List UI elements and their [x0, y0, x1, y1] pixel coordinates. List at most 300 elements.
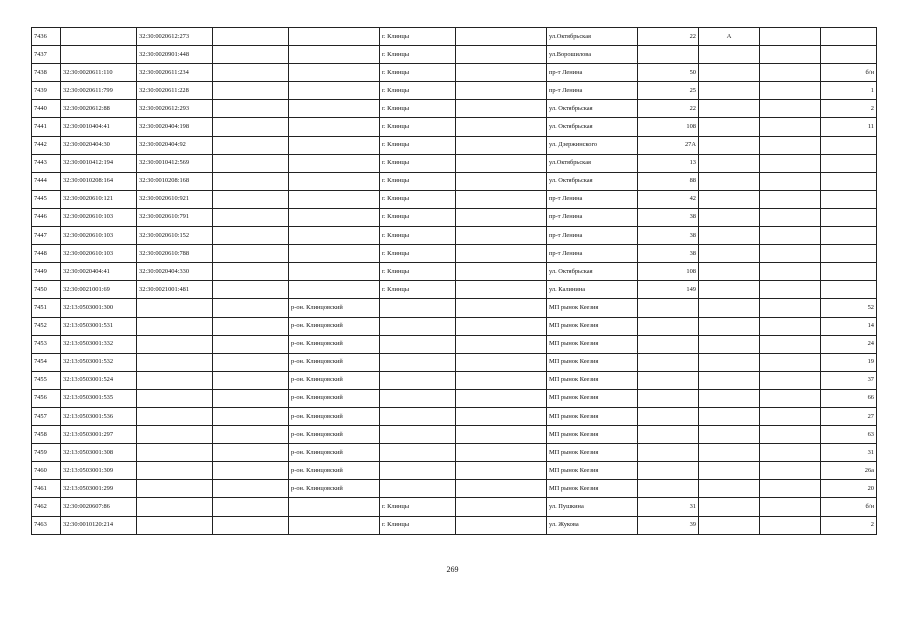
- letter-cell: [699, 480, 760, 498]
- district-cell: р-он. Клинцовский: [289, 299, 380, 317]
- district-cell: [289, 190, 380, 208]
- table-row: [32, 208, 877, 226]
- room-number-cell: [821, 227, 877, 245]
- district-cell: [289, 154, 380, 172]
- row-number-cell: 7440: [32, 100, 61, 118]
- table-cell: [760, 208, 821, 226]
- room-number-cell: 1: [821, 82, 877, 100]
- table-cell: [760, 46, 821, 64]
- letter-cell: [699, 172, 760, 190]
- table-row: [32, 263, 877, 281]
- table-cell: [213, 82, 289, 100]
- district-cell: [289, 82, 380, 100]
- cadastral-number-cell: 32:30:0020611:799: [61, 82, 137, 100]
- street-cell: пр-т Ленина: [547, 245, 638, 263]
- table-cell: [760, 462, 821, 480]
- table-cell: [456, 335, 547, 353]
- street-cell: пр-т Ленина: [547, 208, 638, 226]
- cadastral-number-cell: 32:13:0503001:535: [61, 389, 137, 407]
- house-number-cell: 149: [638, 281, 699, 299]
- cadastral-number-cell: 32:30:0010120:214: [61, 516, 137, 534]
- table-cell: [213, 299, 289, 317]
- street-cell: МП рынок Кеезия: [547, 317, 638, 335]
- table-cell: [213, 263, 289, 281]
- row-number-cell: 7444: [32, 172, 61, 190]
- city-cell: [380, 426, 456, 444]
- table-cell: [456, 498, 547, 516]
- row-number-cell: 7457: [32, 407, 61, 425]
- table-cell: [760, 245, 821, 263]
- row-number-cell: 7447: [32, 227, 61, 245]
- room-number-cell: [821, 208, 877, 226]
- table-cell: [213, 480, 289, 498]
- table-row: [32, 172, 877, 190]
- table-cell: [213, 46, 289, 64]
- letter-cell: [699, 317, 760, 335]
- building-cadastral-cell: [137, 317, 213, 335]
- building-cadastral-cell: 32:30:0020901:448: [137, 46, 213, 64]
- room-number-cell: 31: [821, 444, 877, 462]
- district-cell: [289, 64, 380, 82]
- letter-cell: [699, 407, 760, 425]
- street-cell: МП рынок Кеезия: [547, 353, 638, 371]
- table-row: [32, 227, 877, 245]
- row-number-cell: 7450: [32, 281, 61, 299]
- room-number-cell: 24: [821, 335, 877, 353]
- table-cell: [213, 100, 289, 118]
- building-cadastral-cell: 32:30:0020611:228: [137, 82, 213, 100]
- row-number-cell: 7454: [32, 353, 61, 371]
- letter-cell: [699, 426, 760, 444]
- district-cell: р-он. Клинцовский: [289, 426, 380, 444]
- table-cell: [213, 227, 289, 245]
- district-cell: [289, 263, 380, 281]
- table-cell: [456, 82, 547, 100]
- city-cell: [380, 317, 456, 335]
- house-number-cell: 27А: [638, 136, 699, 154]
- table-cell: [456, 227, 547, 245]
- district-cell: р-он. Клинцовский: [289, 444, 380, 462]
- street-cell: ул. Пушкина: [547, 498, 638, 516]
- table-row: [32, 462, 877, 480]
- table-row: [32, 389, 877, 407]
- cadastral-number-cell: [61, 46, 137, 64]
- house-number-cell: [638, 407, 699, 425]
- city-cell: г. Клинцы: [380, 46, 456, 64]
- street-cell: пр-т Ленина: [547, 82, 638, 100]
- table-cell: [456, 100, 547, 118]
- district-cell: [289, 208, 380, 226]
- building-cadastral-cell: 32:30:0020612:293: [137, 100, 213, 118]
- cadastral-number-cell: 32:13:0503001:308: [61, 444, 137, 462]
- building-cadastral-cell: [137, 371, 213, 389]
- street-cell: пр-т Ленина: [547, 64, 638, 82]
- building-cadastral-cell: [137, 335, 213, 353]
- house-number-cell: [638, 444, 699, 462]
- district-cell: [289, 136, 380, 154]
- street-cell: МП рынок Кеезия: [547, 462, 638, 480]
- row-number-cell: 7437: [32, 46, 61, 64]
- district-cell: [289, 28, 380, 46]
- table-cell: [213, 498, 289, 516]
- row-number-cell: 7463: [32, 516, 61, 534]
- room-number-cell: 19: [821, 353, 877, 371]
- city-cell: г. Клинцы: [380, 136, 456, 154]
- letter-cell: [699, 498, 760, 516]
- table-cell: [760, 371, 821, 389]
- district-cell: [289, 498, 380, 516]
- table-cell: [456, 154, 547, 172]
- room-number-cell: [821, 281, 877, 299]
- table-cell: [456, 46, 547, 64]
- table-cell: [213, 172, 289, 190]
- table-cell: [760, 118, 821, 136]
- table-cell: [456, 353, 547, 371]
- table-row: [32, 82, 877, 100]
- table-row: [32, 444, 877, 462]
- letter-cell: [699, 82, 760, 100]
- table-cell: [760, 389, 821, 407]
- letter-cell: [699, 444, 760, 462]
- table-cell: [213, 353, 289, 371]
- district-cell: [289, 281, 380, 299]
- letter-cell: [699, 227, 760, 245]
- row-number-cell: 7443: [32, 154, 61, 172]
- city-cell: г. Клинцы: [380, 118, 456, 136]
- letter-cell: [699, 190, 760, 208]
- cadastral-number-cell: 32:13:0503001:531: [61, 317, 137, 335]
- table-cell: [456, 118, 547, 136]
- city-cell: г. Клинцы: [380, 227, 456, 245]
- row-number-cell: 7441: [32, 118, 61, 136]
- building-cadastral-cell: 32:30:0010412:569: [137, 154, 213, 172]
- cadastral-number-cell: [61, 28, 137, 46]
- table-cell: [213, 407, 289, 425]
- letter-cell: [699, 516, 760, 534]
- table-row: [32, 190, 877, 208]
- table-body: [32, 28, 877, 535]
- row-number-cell: 7445: [32, 190, 61, 208]
- letter-cell: [699, 335, 760, 353]
- table-cell: [456, 371, 547, 389]
- table-cell: [456, 136, 547, 154]
- cadastral-number-cell: 32:13:0503001:332: [61, 335, 137, 353]
- district-cell: р-он. Клинцовский: [289, 335, 380, 353]
- table-cell: [456, 28, 547, 46]
- room-number-cell: [821, 28, 877, 46]
- house-number-cell: [638, 299, 699, 317]
- house-number-cell: 31: [638, 498, 699, 516]
- house-number-cell: 42: [638, 190, 699, 208]
- house-number-cell: [638, 335, 699, 353]
- city-cell: г. Клинцы: [380, 64, 456, 82]
- row-number-cell: 7448: [32, 245, 61, 263]
- street-cell: МП рынок Кеезия: [547, 426, 638, 444]
- cadastral-number-cell: 32:13:0503001:536: [61, 407, 137, 425]
- street-cell: пр-т Ленина: [547, 190, 638, 208]
- table-row: [32, 118, 877, 136]
- district-cell: р-он. Клинцовский: [289, 389, 380, 407]
- district-cell: [289, 227, 380, 245]
- cadastral-number-cell: 32:30:0010404:41: [61, 118, 137, 136]
- room-number-cell: [821, 172, 877, 190]
- city-cell: [380, 299, 456, 317]
- table-row: [32, 154, 877, 172]
- house-number-cell: [638, 389, 699, 407]
- district-cell: р-он. Клинцовский: [289, 317, 380, 335]
- letter-cell: [699, 353, 760, 371]
- city-cell: г. Клинцы: [380, 190, 456, 208]
- building-cadastral-cell: [137, 498, 213, 516]
- street-cell: МП рынок Кеезия: [547, 371, 638, 389]
- table-cell: [760, 299, 821, 317]
- cadastral-number-cell: 32:30:0020404:30: [61, 136, 137, 154]
- cadastral-number-cell: 32:13:0503001:309: [61, 462, 137, 480]
- table-cell: [760, 64, 821, 82]
- street-cell: ул. Октябрьская: [547, 100, 638, 118]
- cadastral-number-cell: 32:30:0020611:110: [61, 64, 137, 82]
- table-row: [32, 371, 877, 389]
- table-cell: [760, 172, 821, 190]
- table-cell: [213, 444, 289, 462]
- city-cell: г. Клинцы: [380, 263, 456, 281]
- table-cell: [760, 281, 821, 299]
- row-number-cell: 7459: [32, 444, 61, 462]
- table-row: [32, 335, 877, 353]
- letter-cell: [699, 136, 760, 154]
- room-number-cell: [821, 46, 877, 64]
- letter-cell: [699, 154, 760, 172]
- room-number-cell: 27: [821, 407, 877, 425]
- building-cadastral-cell: 32:30:0020610:152: [137, 227, 213, 245]
- table-cell: [213, 208, 289, 226]
- district-cell: [289, 46, 380, 64]
- street-cell: ул. Октябрьская: [547, 172, 638, 190]
- table-cell: [456, 480, 547, 498]
- table-cell: [760, 190, 821, 208]
- table-row: [32, 136, 877, 154]
- city-cell: г. Клинцы: [380, 154, 456, 172]
- city-cell: г. Клинцы: [380, 100, 456, 118]
- table-cell: [760, 28, 821, 46]
- building-cadastral-cell: [137, 389, 213, 407]
- table-cell: [456, 389, 547, 407]
- building-cadastral-cell: [137, 407, 213, 425]
- table-cell: [760, 335, 821, 353]
- letter-cell: [699, 371, 760, 389]
- street-cell: ул. Дзержинского: [547, 136, 638, 154]
- letter-cell: [699, 389, 760, 407]
- cadastral-number-cell: 32:30:0021001:69: [61, 281, 137, 299]
- street-cell: ул. Калинина: [547, 281, 638, 299]
- city-cell: г. Клинцы: [380, 516, 456, 534]
- table-row: [32, 28, 877, 46]
- house-number-cell: 108: [638, 263, 699, 281]
- district-cell: [289, 516, 380, 534]
- street-cell: ул. Октябрьская: [547, 263, 638, 281]
- room-number-cell: 2: [821, 100, 877, 118]
- letter-cell: [699, 263, 760, 281]
- row-number-cell: 7458: [32, 426, 61, 444]
- building-cadastral-cell: 32:30:0021001:481: [137, 281, 213, 299]
- table-cell: [213, 118, 289, 136]
- room-number-cell: [821, 154, 877, 172]
- row-number-cell: 7451: [32, 299, 61, 317]
- street-cell: МП рынок Кеезия: [547, 480, 638, 498]
- cadastral-number-cell: 32:30:0010412:194: [61, 154, 137, 172]
- table-cell: [456, 64, 547, 82]
- table-cell: [760, 407, 821, 425]
- room-number-cell: [821, 136, 877, 154]
- row-number-cell: 7439: [32, 82, 61, 100]
- street-cell: МП рынок Кеезия: [547, 299, 638, 317]
- building-cadastral-cell: 32:30:0020612:273: [137, 28, 213, 46]
- table-cell: [760, 263, 821, 281]
- table-cell: [456, 263, 547, 281]
- city-cell: г. Клинцы: [380, 281, 456, 299]
- city-cell: г. Клинцы: [380, 82, 456, 100]
- cadastral-number-cell: 32:13:0503001:524: [61, 371, 137, 389]
- cadastral-number-cell: 32:13:0503001:299: [61, 480, 137, 498]
- building-cadastral-cell: [137, 516, 213, 534]
- building-cadastral-cell: 32:30:0020404:92: [137, 136, 213, 154]
- table-cell: [760, 516, 821, 534]
- building-cadastral-cell: [137, 353, 213, 371]
- letter-cell: [699, 100, 760, 118]
- room-number-cell: 66: [821, 389, 877, 407]
- table-row: [32, 480, 877, 498]
- district-cell: р-он. Клинцовский: [289, 407, 380, 425]
- table-row: [32, 245, 877, 263]
- house-number-cell: [638, 353, 699, 371]
- house-number-cell: 38: [638, 208, 699, 226]
- room-number-cell: [821, 245, 877, 263]
- house-number-cell: [638, 462, 699, 480]
- city-cell: [380, 353, 456, 371]
- table-cell: [760, 444, 821, 462]
- house-number-cell: 39: [638, 516, 699, 534]
- street-cell: ул. Октябрьская: [547, 118, 638, 136]
- letter-cell: [699, 281, 760, 299]
- room-number-cell: [821, 263, 877, 281]
- table-cell: [760, 82, 821, 100]
- cadastral-number-cell: 32:30:0020404:41: [61, 263, 137, 281]
- city-cell: [380, 407, 456, 425]
- table-cell: [456, 516, 547, 534]
- district-cell: [289, 245, 380, 263]
- district-cell: [289, 118, 380, 136]
- table-cell: [213, 335, 289, 353]
- room-number-cell: б/н: [821, 498, 877, 516]
- cadastral-number-cell: 32:30:0020612:88: [61, 100, 137, 118]
- table-cell: [213, 426, 289, 444]
- row-number-cell: 7453: [32, 335, 61, 353]
- row-number-cell: 7446: [32, 208, 61, 226]
- house-number-cell: [638, 426, 699, 444]
- cadastral-number-cell: 32:13:0503001:297: [61, 426, 137, 444]
- city-cell: г. Клинцы: [380, 208, 456, 226]
- table-row: [32, 100, 877, 118]
- row-number-cell: 7461: [32, 480, 61, 498]
- table-cell: [456, 208, 547, 226]
- cadastral-number-cell: 32:30:0020610:103: [61, 208, 137, 226]
- table-cell: [760, 480, 821, 498]
- street-cell: ул. Жукова: [547, 516, 638, 534]
- table-cell: [213, 389, 289, 407]
- street-cell: МП рынок Кеезия: [547, 335, 638, 353]
- district-cell: [289, 100, 380, 118]
- cadastral-number-cell: 32:13:0503001:300: [61, 299, 137, 317]
- room-number-cell: 20: [821, 480, 877, 498]
- table-cell: [760, 353, 821, 371]
- table-cell: [213, 371, 289, 389]
- building-cadastral-cell: [137, 299, 213, 317]
- table-cell: [760, 426, 821, 444]
- street-cell: МП рынок Кеезия: [547, 389, 638, 407]
- row-number-cell: 7455: [32, 371, 61, 389]
- table-cell: [213, 190, 289, 208]
- row-number-cell: 7452: [32, 317, 61, 335]
- table-cell: [456, 407, 547, 425]
- letter-cell: [699, 118, 760, 136]
- street-cell: пр-т Ленина: [547, 227, 638, 245]
- house-number-cell: 50: [638, 64, 699, 82]
- street-cell: МП рынок Кеезия: [547, 444, 638, 462]
- letter-cell: [699, 299, 760, 317]
- district-cell: [289, 172, 380, 190]
- table-cell: [456, 317, 547, 335]
- row-number-cell: 7460: [32, 462, 61, 480]
- building-cadastral-cell: [137, 426, 213, 444]
- district-cell: р-он. Клинцовский: [289, 371, 380, 389]
- room-number-cell: б/н: [821, 64, 877, 82]
- house-number-cell: 38: [638, 245, 699, 263]
- room-number-cell: [821, 190, 877, 208]
- registry-table: [31, 27, 877, 535]
- table-cell: [213, 154, 289, 172]
- letter-cell: [699, 64, 760, 82]
- city-cell: [380, 444, 456, 462]
- row-number-cell: 7462: [32, 498, 61, 516]
- city-cell: г. Клинцы: [380, 498, 456, 516]
- street-cell: ул.Ворошилова: [547, 46, 638, 64]
- room-number-cell: 2: [821, 516, 877, 534]
- cadastral-number-cell: 32:30:0020610:103: [61, 245, 137, 263]
- house-number-cell: 22: [638, 100, 699, 118]
- cadastral-number-cell: 32:30:0020610:121: [61, 190, 137, 208]
- table-row: [32, 317, 877, 335]
- city-cell: г. Клинцы: [380, 245, 456, 263]
- table-cell: [456, 172, 547, 190]
- cadastral-number-cell: 32:13:0503001:532: [61, 353, 137, 371]
- city-cell: г. Клинцы: [380, 28, 456, 46]
- table-row: [32, 281, 877, 299]
- street-cell: ул.Октябрьская: [547, 28, 638, 46]
- city-cell: [380, 389, 456, 407]
- building-cadastral-cell: 32:30:0020610:788: [137, 245, 213, 263]
- table-cell: [760, 498, 821, 516]
- cadastral-number-cell: 32:30:0010208:164: [61, 172, 137, 190]
- room-number-cell: 11: [821, 118, 877, 136]
- cadastral-number-cell: 32:30:0020610:103: [61, 227, 137, 245]
- row-number-cell: 7456: [32, 389, 61, 407]
- room-number-cell: 63: [821, 426, 877, 444]
- building-cadastral-cell: [137, 480, 213, 498]
- building-cadastral-cell: 32:30:0020611:234: [137, 64, 213, 82]
- house-number-cell: [638, 46, 699, 64]
- building-cadastral-cell: 32:30:0020610:791: [137, 208, 213, 226]
- house-number-cell: 88: [638, 172, 699, 190]
